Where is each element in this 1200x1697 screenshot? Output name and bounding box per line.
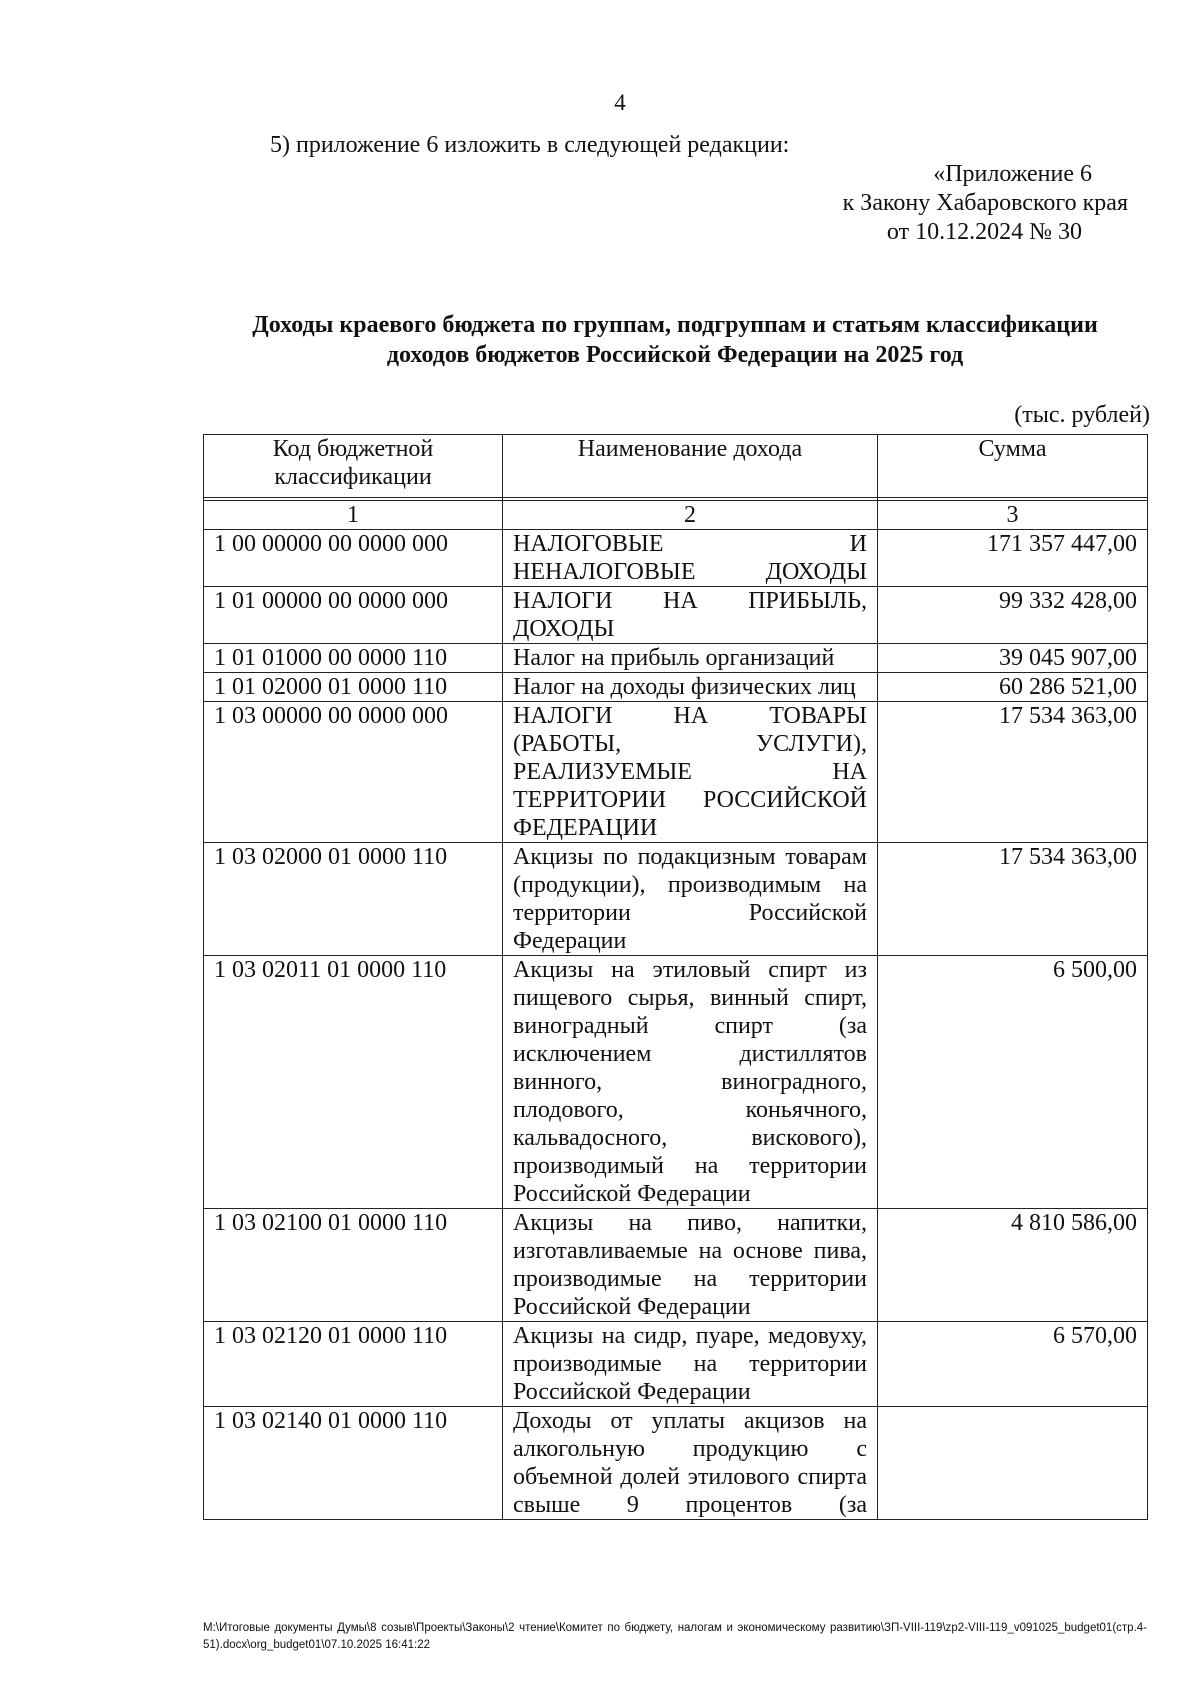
row-name: Акцизы на пиво, напитки, изготавливаемые на основе пива, производимые на территории Российской Федерации [503,1209,878,1322]
row-code: 1 03 02140 01 0000 110 [204,1407,503,1520]
title-line-1: Доходы краевого бюджета по группам, подгруппам и статьям классификации [252,312,1098,338]
column-number-3: 3 [878,501,1148,530]
row-sum: 17 534 363,00 [878,843,1148,956]
table-header-row [204,435,1148,498]
row-code: 1 03 00000 00 0000 000 [204,702,503,843]
row-sum: 39 045 907,00 [878,644,1148,673]
table-row [204,530,1148,587]
row-code: 1 03 02120 01 0000 110 [204,1322,503,1407]
row-code: 1 03 02100 01 0000 110 [204,1209,503,1322]
table-row [204,644,1148,673]
row-code: 1 03 02011 01 0000 110 [204,956,503,1209]
appendix-reference [843,160,1128,247]
row-sum: 6 500,00 [878,956,1148,1209]
row-name: Налог на доходы физических лиц [503,673,878,702]
page-number: 4 [614,90,626,115]
row-sum: 6 570,00 [878,1322,1148,1407]
table-row [204,843,1148,956]
row-name: НАЛОГИ НА ТОВАРЫ (РАБОТЫ, УСЛУГИ), РЕАЛИЗУЕМЫЕ НА ТЕРРИТОРИИ РОССИЙСКОЙ ФЕДЕРАЦИИ [503,702,878,843]
units-label: (тыс. рублей) [1014,402,1150,428]
column-number-2: 2 [503,501,878,530]
row-sum [878,1407,1148,1520]
row-code: 1 01 02000 01 0000 110 [204,673,503,702]
row-sum: 4 810 586,00 [878,1209,1148,1322]
amendment-intro: 5) приложение 6 изложить в следующей редакции: [270,132,790,158]
appendix-line-1: «Приложение 6 [933,161,1092,187]
row-code: 1 00 00000 00 0000 000 [204,530,503,587]
title-line-2: доходов бюджетов Российской Федерации на 2025 год [386,342,964,368]
table-row [204,702,1148,843]
row-code: 1 01 00000 00 0000 000 [204,587,503,644]
table-row [204,956,1148,1209]
row-name: Акцизы по подакцизным товарам (продукции), производимым на территории Российской Федерации [503,843,878,956]
table-row [204,587,1148,644]
table-row [204,1209,1148,1322]
document-title [200,310,1150,370]
row-name: Доходы от уплаты акцизов на алкогольную продукцию с объемной долей этилового спирта свыше 9 процентов (за [503,1407,878,1520]
table-row [204,673,1148,702]
row-name: НАЛОГОВЫЕ И НЕНАЛОГОВЫЕ ДОХОДЫ [503,530,878,587]
row-sum: 60 286 521,00 [878,673,1148,702]
row-name: НАЛОГИ НА ПРИБЫЛЬ, ДОХОДЫ [503,587,878,644]
table-row [204,1322,1148,1407]
row-name: Акцизы на этиловый спирт из пищевого сырья, винный спирт, виноградный спирт (за исключением дистиллятов винного, виноградного, плодового, коньячного, кальвадосного, вискового), производимый на территории Российской Федерации [503,956,878,1209]
table-row [204,1407,1148,1520]
row-name: Акцизы на сидр, пуаре, медовуху, производимые на территории Российской Федерации [503,1322,878,1407]
revenue-table [203,434,1148,1520]
row-sum: 17 534 363,00 [878,702,1148,843]
header-sum: Сумма [878,435,1148,498]
row-sum: 171 357 447,00 [878,530,1148,587]
column-number-row [204,501,1148,530]
column-number-1: 1 [204,501,503,530]
header-code: Код бюджетной классификации [204,435,503,498]
row-code: 1 03 02000 01 0000 110 [204,843,503,956]
file-path-footer: M:\Итоговые документы Думы\8 созыв\Проекты\Законы\2 чтение\Комитет по бюджету, налогам и экономическому развитию\ЗП-VIII-119\zp2-VIII-119_v091025_budget01(стр.4-51).docx\org_budget01\07.10.2025 16:41:22 [203,1622,1147,1651]
appendix-line-3: от 10.12.2024 № 30 [886,219,1082,245]
row-name: Налог на прибыль организаций [503,644,878,673]
row-code: 1 01 01000 00 0000 110 [204,644,503,673]
header-name: Наименование дохода [503,435,878,498]
row-sum: 99 332 428,00 [878,587,1148,644]
appendix-line-2: к Закону Хабаровского края [842,190,1128,216]
